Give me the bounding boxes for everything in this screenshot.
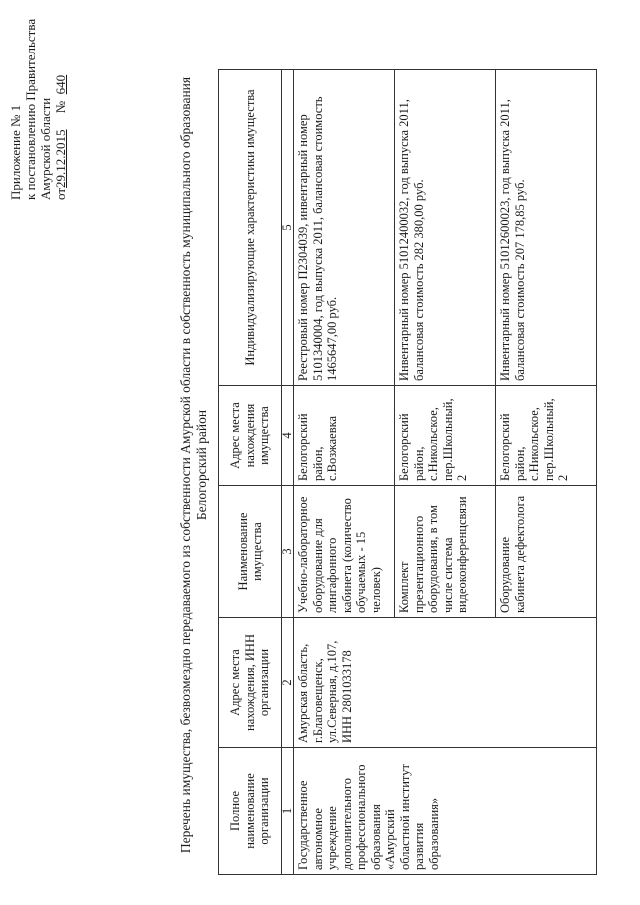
property-name-cell: Оборудование кабинета дефектолога (496, 486, 597, 618)
heading-line-1: Перечень имущества, безвозмездно передаваемого из собственности Амурской области в собственность муниципального образования (178, 76, 193, 854)
property-characteristics-cell: Реестровый номер П2304039, инвентарный номер 5101340004, год выпуска 2011, балансовая стоимость 1465647,00 руб. (294, 70, 395, 386)
column-number-row (282, 70, 294, 875)
property-address-cell: Белогорский район, с.Никольское, пер.Школьный, 2 (496, 386, 597, 486)
column-number: 3 (282, 486, 294, 618)
column-header-characteristics: Индивидуализирующие характеристики имущества (219, 70, 282, 386)
organization-address-cell: Амурская область, г.Благовещенск, ул.Северная, д.107, ИНН 2801033178 (294, 618, 597, 748)
property-name-cell: Учебно-лабораторное оборудование для лингафонного кабинета (количество обучаемых - 15 человек) (294, 486, 395, 618)
column-header-organization: Полное наименование организации (219, 748, 282, 875)
property-characteristics-cell: Инвентарный номер 51012600023, год выпуска 2011, балансовая стоимость 207 178,85 руб. (496, 70, 597, 386)
column-number: 1 (282, 748, 294, 875)
decree-number: 640 (53, 74, 68, 95)
property-name-cell: Комплект презентационного оборудования, в том числе система видеоконференцсвязи (395, 486, 496, 618)
organization-name-cell: Государственное автономное учреждение дополнительного профессионального образования «Амурский областной институт развития образования» (294, 748, 597, 875)
column-header-property-name: Наименование имущества (219, 486, 282, 618)
decree-date: 29.12.2015 (53, 129, 68, 188)
table-header-row (219, 70, 282, 875)
appendix-block (8, 0, 68, 200)
property-address-cell: Белогорский район, с.Возжаевка (294, 386, 395, 486)
property-table (218, 69, 597, 875)
column-number: 2 (282, 618, 294, 748)
document-heading (178, 55, 210, 875)
property-characteristics-cell: Инвентарный номер 51012400032, год выпуска 2011, балансовая стоимость 282 380,00 руб. (395, 70, 496, 386)
appendix-title: Приложение № 1 (8, 104, 23, 200)
appendix-decree-line: к постановлению Правительства (23, 18, 38, 200)
table-row (294, 70, 395, 875)
appendix-date-line (53, 0, 68, 200)
date-prefix: от (53, 187, 68, 200)
column-number: 5 (282, 70, 294, 386)
heading-line-2: Белогорский район (194, 409, 209, 521)
column-header-property-address: Адрес места нахождения имущества (219, 386, 282, 486)
column-number: 4 (282, 386, 294, 486)
appendix-region-line: Амурской области (38, 97, 53, 200)
property-address-cell: Белогорский район, с.Никольское, пер.Школьный, 2 (395, 386, 496, 486)
column-header-org-address: Адрес места нахождения, ИНН организации (219, 618, 282, 748)
number-prefix: № (53, 100, 68, 114)
